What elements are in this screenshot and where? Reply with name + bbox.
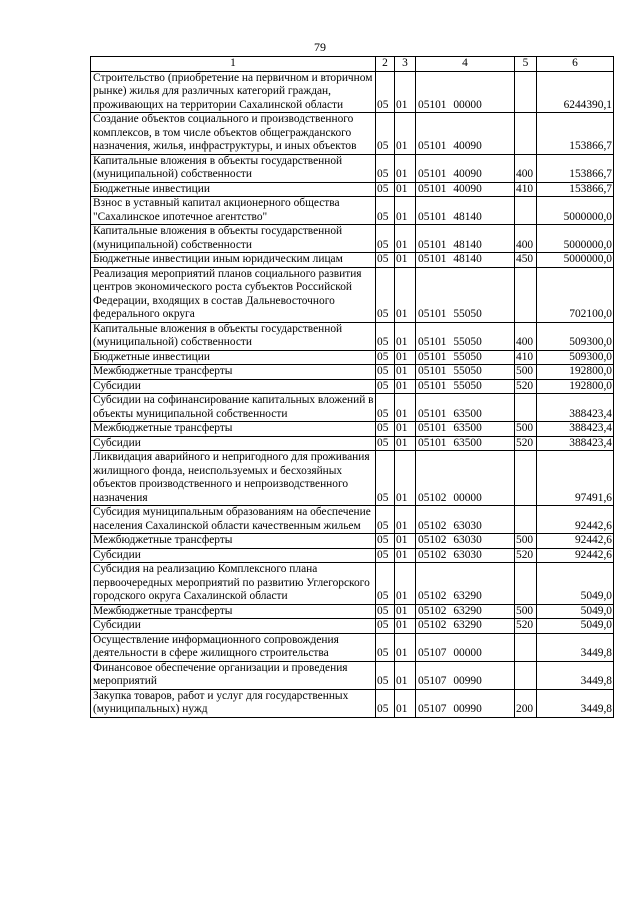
row-name-cell: Межбюджетные трансферты (91, 422, 376, 437)
row-name-cell: Бюджетные инвестиции (91, 350, 376, 365)
table-row (91, 563, 614, 605)
row-name-cell: Бюджетные инвестиции иным юридическим лицам (91, 253, 376, 268)
row-amount-cell: 388423,4 (537, 436, 614, 451)
row-section-cell: 05 (376, 322, 395, 350)
row-section-cell: 05 (376, 661, 395, 689)
table-row (91, 225, 614, 253)
table-row (91, 113, 614, 155)
table-row (91, 689, 614, 717)
row-target-article-cell: 05101 40090 (416, 154, 515, 182)
row-target-article-cell: 05101 48140 (416, 225, 515, 253)
table-row (91, 661, 614, 689)
row-amount-cell: 192800,0 (537, 379, 614, 394)
row-expense-type-cell (515, 661, 537, 689)
row-subsection-cell: 01 (395, 436, 416, 451)
row-name-cell: Строительство (приобретение на первичном и вторичном рынке) жилья для различных категорий граждан, проживающих на территории Сахалинской области (91, 71, 376, 113)
row-amount-cell: 5000000,0 (537, 253, 614, 268)
row-subsection-cell: 01 (395, 379, 416, 394)
row-name-cell: Субсидии (91, 379, 376, 394)
row-section-cell: 05 (376, 422, 395, 437)
row-name-cell: Осуществление информационного сопровождения деятельности в сфере жилищного строительства (91, 633, 376, 661)
row-name-cell: Субсидии (91, 548, 376, 563)
row-target-article-cell: 05101 63500 (416, 436, 515, 451)
row-section-cell: 05 (376, 182, 395, 197)
row-amount-cell: 192800,0 (537, 365, 614, 380)
header-col-3: 3 (395, 57, 416, 72)
row-amount-cell: 92442,6 (537, 506, 614, 534)
row-expense-type-cell: 410 (515, 182, 537, 197)
header-row (91, 57, 614, 72)
row-section-cell: 05 (376, 197, 395, 225)
table-row (91, 436, 614, 451)
table-row (91, 422, 614, 437)
table-row (91, 322, 614, 350)
row-expense-type-cell: 400 (515, 225, 537, 253)
row-expense-type-cell (515, 451, 537, 506)
row-name-cell: Бюджетные инвестиции (91, 182, 376, 197)
row-expense-type-cell: 200 (515, 689, 537, 717)
row-subsection-cell: 01 (395, 71, 416, 113)
row-amount-cell: 6244390,1 (537, 71, 614, 113)
row-amount-cell: 5049,0 (537, 619, 614, 634)
row-target-article-cell: 05101 40090 (416, 182, 515, 197)
row-expense-type-cell: 520 (515, 379, 537, 394)
row-amount-cell: 92442,6 (537, 548, 614, 563)
row-name-cell: Капитальные вложения в объекты государственной (муниципальной) собственности (91, 322, 376, 350)
row-expense-type-cell (515, 267, 537, 322)
row-target-article-cell: 05107 00000 (416, 633, 515, 661)
row-subsection-cell: 01 (395, 548, 416, 563)
row-expense-type-cell (515, 197, 537, 225)
row-amount-cell: 5000000,0 (537, 225, 614, 253)
row-name-cell: Взнос в уставный капитал акционерного общества "Сахалинское ипотечное агентство" (91, 197, 376, 225)
table-row (91, 379, 614, 394)
table-row (91, 71, 614, 113)
row-subsection-cell: 01 (395, 604, 416, 619)
row-expense-type-cell: 500 (515, 365, 537, 380)
row-subsection-cell: 01 (395, 182, 416, 197)
row-target-article-cell: 05101 55050 (416, 322, 515, 350)
row-amount-cell: 388423,4 (537, 422, 614, 437)
row-subsection-cell: 01 (395, 253, 416, 268)
row-name-cell: Субсидии (91, 619, 376, 634)
row-name-cell: Капитальные вложения в объекты государственной (муниципальной) собственности (91, 154, 376, 182)
row-subsection-cell: 01 (395, 267, 416, 322)
row-section-cell: 05 (376, 253, 395, 268)
header-col-6: 6 (537, 57, 614, 72)
table-row (91, 182, 614, 197)
header-col-2: 2 (376, 57, 395, 72)
row-amount-cell: 3449,8 (537, 689, 614, 717)
table-row (91, 548, 614, 563)
table-row (91, 350, 614, 365)
row-expense-type-cell: 500 (515, 422, 537, 437)
row-target-article-cell: 05102 63290 (416, 604, 515, 619)
row-name-cell: Субсидии (91, 436, 376, 451)
row-amount-cell: 509300,0 (537, 322, 614, 350)
row-section-cell: 05 (376, 113, 395, 155)
row-amount-cell: 153866,7 (537, 113, 614, 155)
row-section-cell: 05 (376, 267, 395, 322)
row-subsection-cell: 01 (395, 563, 416, 605)
row-amount-cell: 153866,7 (537, 182, 614, 197)
row-name-cell: Закупка товаров, работ и услуг для государственных (муниципальных) нужд (91, 689, 376, 717)
row-target-article-cell: 05101 00000 (416, 71, 515, 113)
row-section-cell: 05 (376, 379, 395, 394)
row-amount-cell: 702100,0 (537, 267, 614, 322)
row-name-cell: Межбюджетные трансферты (91, 604, 376, 619)
table-row (91, 197, 614, 225)
row-name-cell: Субсидии на софинансирование капитальных вложений в объекты муниципальной собственности (91, 394, 376, 422)
row-subsection-cell: 01 (395, 154, 416, 182)
row-expense-type-cell: 400 (515, 322, 537, 350)
row-subsection-cell: 01 (395, 451, 416, 506)
row-section-cell: 05 (376, 225, 395, 253)
table-row (91, 604, 614, 619)
row-section-cell: 05 (376, 604, 395, 619)
row-expense-type-cell (515, 394, 537, 422)
table-row (91, 253, 614, 268)
row-target-article-cell: 05101 63500 (416, 422, 515, 437)
row-target-article-cell: 05101 48140 (416, 253, 515, 268)
row-section-cell: 05 (376, 451, 395, 506)
row-section-cell: 05 (376, 619, 395, 634)
table-body (91, 71, 614, 717)
table-row (91, 394, 614, 422)
row-name-cell: Создание объектов социального и производственного комплексов, в том числе объектов общегражданского назначения, жилья, инфраструктуры, и иных объектов (91, 113, 376, 155)
row-subsection-cell: 01 (395, 534, 416, 549)
row-target-article-cell: 05107 00990 (416, 661, 515, 689)
row-target-article-cell: 05102 63030 (416, 548, 515, 563)
row-subsection-cell: 01 (395, 506, 416, 534)
row-name-cell: Реализация мероприятий планов социального развития центров экономического роста субъектов Российской Федерации, входящих в состав Дальневосточного федерального округа (91, 267, 376, 322)
row-expense-type-cell (515, 506, 537, 534)
row-expense-type-cell: 500 (515, 534, 537, 549)
row-section-cell: 05 (376, 534, 395, 549)
row-name-cell: Межбюджетные трансферты (91, 365, 376, 380)
row-target-article-cell: 05102 00000 (416, 451, 515, 506)
row-subsection-cell: 01 (395, 225, 416, 253)
row-target-article-cell: 05102 63290 (416, 619, 515, 634)
row-expense-type-cell: 400 (515, 154, 537, 182)
row-target-article-cell: 05107 00990 (416, 689, 515, 717)
row-expense-type-cell: 520 (515, 548, 537, 563)
row-expense-type-cell (515, 563, 537, 605)
row-section-cell: 05 (376, 350, 395, 365)
row-amount-cell: 388423,4 (537, 394, 614, 422)
row-name-cell: Капитальные вложения в объекты государственной (муниципальной) собственности (91, 225, 376, 253)
row-section-cell: 05 (376, 563, 395, 605)
row-section-cell: 05 (376, 436, 395, 451)
row-subsection-cell: 01 (395, 350, 416, 365)
row-expense-type-cell (515, 633, 537, 661)
table-row (91, 365, 614, 380)
budget-table (90, 56, 614, 718)
row-target-article-cell: 05101 55050 (416, 267, 515, 322)
row-section-cell: 05 (376, 689, 395, 717)
row-amount-cell: 153866,7 (537, 154, 614, 182)
row-expense-type-cell: 410 (515, 350, 537, 365)
row-expense-type-cell: 450 (515, 253, 537, 268)
row-target-article-cell: 05102 63030 (416, 534, 515, 549)
table-row (91, 506, 614, 534)
page-number: 79 (314, 40, 326, 54)
row-subsection-cell: 01 (395, 365, 416, 380)
row-subsection-cell: 01 (395, 394, 416, 422)
row-section-cell: 05 (376, 394, 395, 422)
header-col-4: 4 (416, 57, 515, 72)
row-subsection-cell: 01 (395, 689, 416, 717)
row-section-cell: 05 (376, 154, 395, 182)
row-section-cell: 05 (376, 506, 395, 534)
row-expense-type-cell: 500 (515, 604, 537, 619)
row-target-article-cell: 05101 63500 (416, 394, 515, 422)
table-row (91, 267, 614, 322)
row-amount-cell: 509300,0 (537, 350, 614, 365)
row-amount-cell: 5049,0 (537, 563, 614, 605)
row-target-article-cell: 05102 63030 (416, 506, 515, 534)
row-subsection-cell: 01 (395, 322, 416, 350)
row-subsection-cell: 01 (395, 661, 416, 689)
table-row (91, 633, 614, 661)
row-subsection-cell: 01 (395, 422, 416, 437)
row-target-article-cell: 05101 55050 (416, 350, 515, 365)
row-amount-cell: 5000000,0 (537, 197, 614, 225)
header-col-5: 5 (515, 57, 537, 72)
row-target-article-cell: 05101 55050 (416, 365, 515, 380)
table-row (91, 619, 614, 634)
row-name-cell: Ликвидация аварийного и непригодного для проживания жилищного фонда, неиспользуемых и бесхозяйных объектов производственного и непроизводственного назначения (91, 451, 376, 506)
row-target-article-cell: 05101 55050 (416, 379, 515, 394)
row-section-cell: 05 (376, 365, 395, 380)
row-name-cell: Межбюджетные трансферты (91, 534, 376, 549)
row-amount-cell: 97491,6 (537, 451, 614, 506)
row-target-article-cell: 05102 63290 (416, 563, 515, 605)
row-expense-type-cell: 520 (515, 436, 537, 451)
row-amount-cell: 3449,8 (537, 633, 614, 661)
table-row (91, 154, 614, 182)
row-section-cell: 05 (376, 71, 395, 113)
row-section-cell: 05 (376, 633, 395, 661)
table-row (91, 451, 614, 506)
row-expense-type-cell (515, 113, 537, 155)
table-header (91, 57, 614, 72)
row-amount-cell: 92442,6 (537, 534, 614, 549)
row-subsection-cell: 01 (395, 197, 416, 225)
row-subsection-cell: 01 (395, 633, 416, 661)
row-target-article-cell: 05101 40090 (416, 113, 515, 155)
row-amount-cell: 3449,8 (537, 661, 614, 689)
row-amount-cell: 5049,0 (537, 604, 614, 619)
row-name-cell: Финансовое обеспечение организации и проведения мероприятий (91, 661, 376, 689)
row-subsection-cell: 01 (395, 619, 416, 634)
row-section-cell: 05 (376, 548, 395, 563)
row-expense-type-cell (515, 71, 537, 113)
row-target-article-cell: 05101 48140 (416, 197, 515, 225)
header-col-1: 1 (91, 57, 376, 72)
row-name-cell: Субсидия на реализацию Комплексного плана первоочередных мероприятий по развитию Углегорского городского округа Сахалинской области (91, 563, 376, 605)
table-row (91, 534, 614, 549)
row-expense-type-cell: 520 (515, 619, 537, 634)
row-name-cell: Субсидия муниципальным образованиям на обеспечение населения Сахалинской области качественным жильем (91, 506, 376, 534)
row-subsection-cell: 01 (395, 113, 416, 155)
